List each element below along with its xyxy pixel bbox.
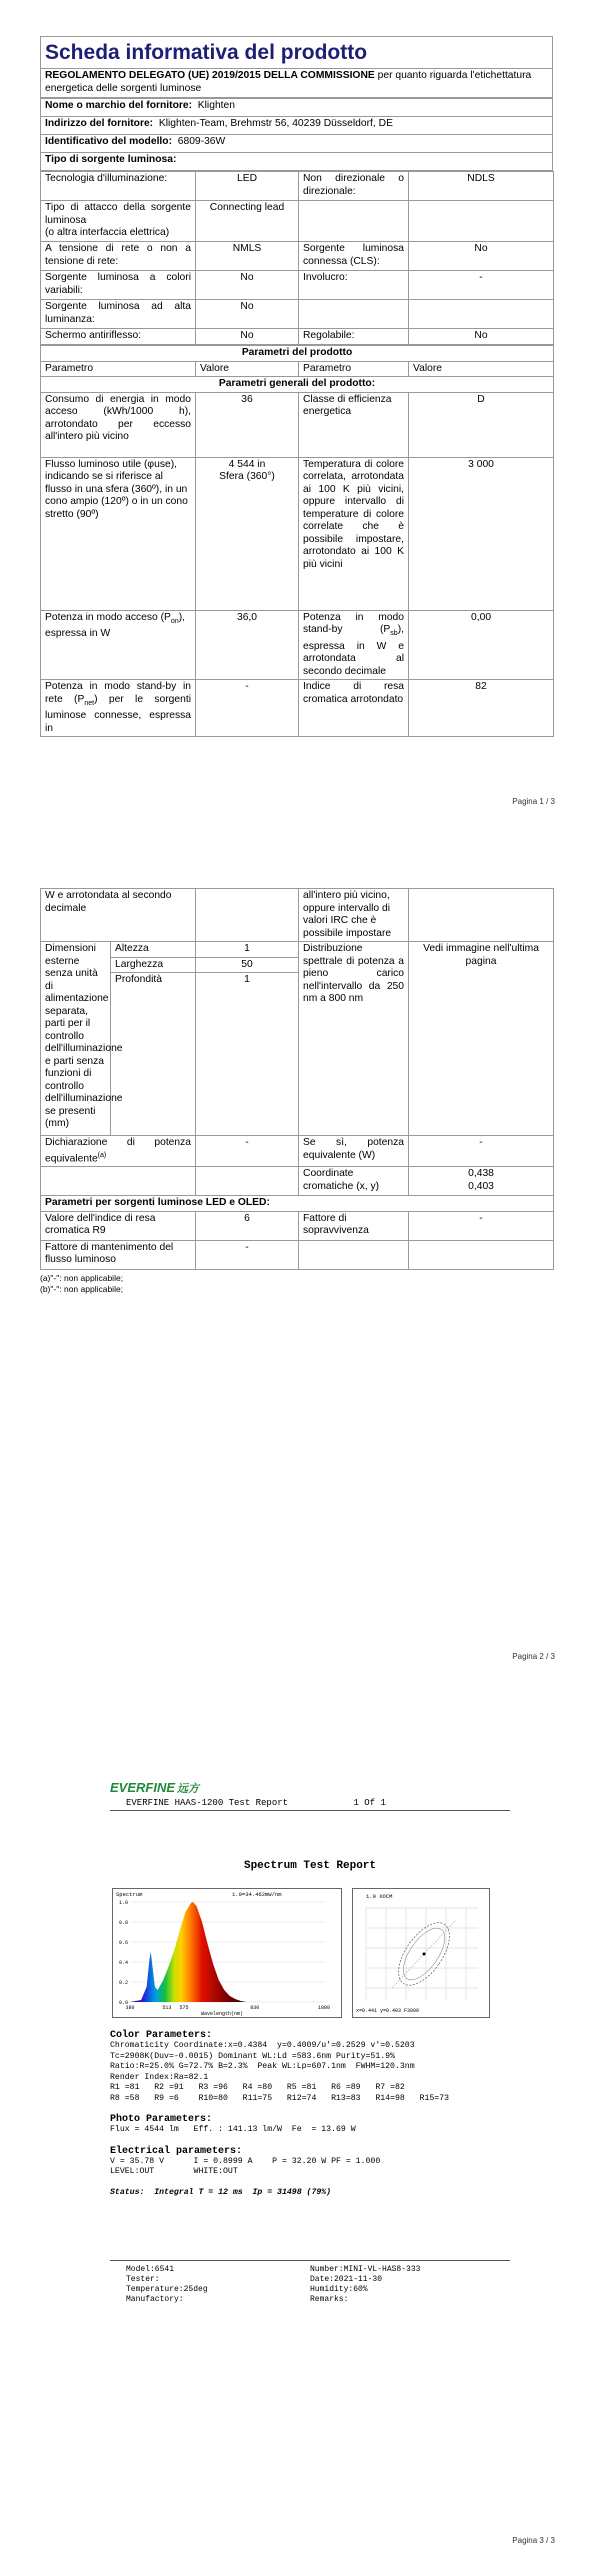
col-header: Parametro (41, 361, 196, 377)
report-title: Spectrum Test Report (243, 1860, 377, 1872)
x-tick-label: 1080 (317, 2005, 331, 2011)
page-3 (0, 1700, 603, 2560)
label-text: ), espressa in W (45, 611, 186, 640)
elec-params-title: Electrical parameters: (110, 2145, 243, 2157)
humidity-line: Humidity:60% (310, 2285, 368, 2294)
table-row (41, 392, 554, 457)
y-tick-label: 0.4 (118, 1959, 128, 1966)
supplier-name: Klighten (197, 100, 235, 111)
product-sheet (40, 36, 553, 737)
table-row (41, 889, 554, 942)
cell-value: No (409, 242, 554, 271)
cell-label: Flusso luminoso utile (φuse), indicando se si riferisce al flusso in una sfera (360º), in un cono ampio (120º) o in un cono stretto (90º) (41, 457, 196, 610)
width-value: 50 (196, 957, 299, 973)
survival-label: Fattore di sopravvivenza (299, 1211, 409, 1240)
supplier-address: Klighten-Team, Brehmstr 56, 40239 Düsseldorf, DE (158, 118, 393, 129)
survival-value: - (409, 1211, 554, 1240)
flux-value: 4 544 in (228, 458, 266, 470)
footnote-a: (a)"-": non applicabile; (40, 1272, 124, 1283)
y-tick-label: 0.6 (118, 1939, 128, 1946)
x-tick-label: 380 (125, 2005, 135, 2011)
cell-label: Sorgente luminosa connessa (CLS): (299, 242, 409, 271)
table-row (41, 346, 554, 362)
cell-value: No (196, 329, 299, 345)
manufactory-line: Manufactory: (126, 2295, 184, 2304)
color-line: Tc=2908K(Duv=-0.0015) Dominant WL:Ld =583.6nm Purity=51.9% (110, 2051, 395, 2061)
regulation-rest: per quanto riguarda l'etichettatura energetica delle sorgenti luminose (45, 70, 532, 94)
supplier-address-label: Indirizzo del fornitore: (45, 118, 154, 129)
supplier-table (40, 98, 553, 171)
everfine-logo (110, 1780, 199, 1796)
color-line: Render Index:Ra=82.1 (110, 2072, 209, 2082)
chromaticity-x: 0,438 (468, 1168, 494, 1180)
photo-line: Flux = 4544 lm Eff. : 141.13 lm/W Fe = 13.69 W (110, 2125, 356, 2134)
table-row (41, 201, 554, 242)
table-row (41, 1211, 554, 1240)
height-label: Altezza (111, 942, 196, 958)
table-row (41, 99, 553, 117)
cell-value: 82 (409, 680, 554, 737)
cell-label: Tecnologia d'illuminazione: (41, 172, 196, 201)
table-row (41, 1196, 554, 1212)
model-line: Model:6541 (126, 2265, 175, 2274)
label-sub: sb (390, 630, 398, 638)
label-text: Potenza in modo stand-by (P (303, 611, 404, 635)
col-header: Valore (196, 361, 299, 377)
chromaticity-value (409, 1167, 554, 1196)
tech-table (40, 171, 554, 345)
color-line: Chromaticity Coordinate:x=0.4384 y=0.4009/u'=0.2529 v'=0.5203 (110, 2041, 415, 2050)
maintenance-label: Fattore di mantenimento del flusso luminoso (41, 1240, 196, 1269)
table-row (41, 942, 554, 958)
equivalent-power-w-value: - (409, 1136, 554, 1167)
cell-label: Sorgente luminosa ad alta luminanza: (41, 300, 196, 329)
brand-name-cn: 远方 (177, 1783, 200, 1795)
page-number: Pagina 3 / 3 (512, 2536, 555, 2545)
number-line: Number:MINI-VL-HAS8-333 (310, 2265, 421, 2274)
y-tick-label: 1.0 (118, 1899, 128, 1906)
regulation-lead: REGOLAMENTO DELEGATO (UE) 2019/2015 DELLA COMMISSIONE (45, 70, 375, 81)
cell-label: Classe di efficienza energetica (299, 392, 409, 457)
spectrum-peak: 1.0=34.462mW/nm (232, 1891, 282, 1898)
cell-value: NMLS (196, 242, 299, 271)
cell-label: Consumo di energia in modo acceso (kWh/1000 h), arrotondato per eccesso all'intero più vicino (41, 392, 196, 457)
color-line: Ratio:R=25.0% G=72.7% B=2.3% Peak WL:Lp=607.1nm FWHM=120.3nm (110, 2062, 415, 2071)
light-source-type-label: Tipo di sorgente luminosa: (41, 153, 553, 171)
table-row (41, 680, 554, 737)
photo-params-title: Photo Parameters: (110, 2114, 213, 2125)
label-text: ), espressa in W e arrotondata al secondo decimale (303, 624, 404, 677)
equivalent-power-label (41, 1136, 196, 1167)
table-row (41, 1136, 554, 1167)
color-params-title: Color Parameters: (110, 2030, 213, 2041)
tester-line: Tester: (126, 2275, 160, 2284)
cie-caption: x=0.441 y=0.403 F3000 (356, 2008, 420, 2014)
table-row (41, 117, 553, 135)
measured-point (423, 1953, 426, 1956)
cell-value: 0,00 (409, 610, 554, 680)
supplier-name-label: Nome o marchio del fornitore: (45, 100, 193, 111)
cell-label: Sorgente luminosa a colori variabili: (41, 271, 196, 300)
brand-name: EVERFINE (110, 1780, 176, 1795)
table-row (41, 135, 553, 153)
depth-label: Profondità (111, 973, 196, 1136)
table-row (41, 610, 554, 680)
cell-value: - (409, 271, 554, 300)
width-label: Larghezza (111, 957, 196, 973)
table-row (41, 361, 554, 377)
page-number: Pagina 2 / 3 (512, 1652, 555, 1661)
params-table-continued (40, 888, 554, 1270)
report-header (110, 1798, 510, 1811)
cell-value: No (409, 329, 554, 345)
cell-value: D (409, 392, 554, 457)
cell-label: A tensione di rete o non a tensione di rete: (41, 242, 196, 271)
cell-label: Indice di resa cromatica arrotondato (299, 680, 409, 737)
table-row (41, 1167, 554, 1196)
maintenance-value: - (196, 1240, 299, 1269)
page-number: Pagina 1 / 3 (512, 797, 555, 806)
page-1 (0, 0, 603, 820)
equivalent-power-w-label: Se sì, potenza equivalente (W) (299, 1136, 409, 1167)
cell-value: No (196, 300, 299, 329)
table-row (41, 1240, 554, 1269)
label-sub: net (84, 699, 95, 707)
spectrum-label: Spectrum (116, 1891, 143, 1898)
flux-sphere: Sfera (360°) (219, 471, 275, 482)
col-header: Parametro (299, 361, 409, 377)
model-id: 6809-36W (177, 136, 226, 147)
spd-value: Vedi immagine nell'ultima pagina (409, 942, 554, 1136)
footnote-ref: (a) (97, 1151, 107, 1159)
y-tick-label: 0.8 (118, 1919, 128, 1926)
table-row (41, 300, 554, 329)
report-page-of: 1 Of 1 (353, 1798, 386, 1808)
report-body (110, 2030, 510, 2198)
led-params-header: Parametri per sorgenti luminose LED e OLED: (41, 1196, 554, 1212)
cell-label: Non direzionale o direzionale: (299, 172, 409, 201)
table-row (41, 271, 554, 300)
temperature-line: Temperature:25deg (126, 2285, 208, 2294)
cell-value: - (196, 680, 299, 737)
cell-value: 36,0 (196, 610, 299, 680)
y-tick-label: 0.2 (118, 1979, 128, 1986)
equivalent-power-value: - (196, 1136, 299, 1167)
cell-label: W e arrotondata al secondo decimale (41, 889, 196, 942)
params-header: Parametri del prodotto (41, 346, 554, 362)
label-text: Potenza in modo acceso (P (45, 611, 171, 623)
cell-label: all'intero più vicino, oppure intervallo di valori IRC che è possibile impostare (299, 889, 409, 942)
label-text: Potenza in modo stand-by in rete (P (45, 681, 191, 705)
cell-value: LED (196, 172, 299, 201)
footnote-b: (b)"-": non applicabile; (40, 1283, 124, 1294)
cell-label: Schermo antiriflesso: (41, 329, 196, 345)
cell-label (41, 201, 196, 242)
color-line: R1 =81 R2 =91 R3 =96 R4 =80 R5 =81 R6 =89 R7 =82 (110, 2083, 405, 2092)
cell-value: NDLS (409, 172, 554, 201)
table-row (41, 172, 554, 201)
table-row (41, 457, 554, 610)
cell-value (196, 457, 299, 610)
cell-label-line: Tipo di attacco della sorgente luminosa (45, 202, 191, 226)
report-header-text: EVERFINE HAAS-1200 Test Report (126, 1798, 289, 1808)
r9-label: Valore dell'indice di resa cromatica R9 (41, 1211, 196, 1240)
page-title: Scheda informativa del prodotto (40, 36, 553, 68)
spd-label: Distribuzione spettrale di potenza a pieno carico nell'intervallo da 250 nm a 800 nm (299, 942, 409, 1136)
cell-label (299, 610, 409, 680)
cie-label: 1.0 XOCM (366, 1893, 393, 1900)
date-line: Date:2021-11-30 (310, 2275, 383, 2284)
table-row (41, 377, 554, 393)
height-value: 1 (196, 942, 299, 958)
params-table (40, 345, 554, 737)
general-params-header: Parametri generali del prodotto: (41, 377, 554, 393)
chromaticity-y: 0,403 (468, 1180, 494, 1192)
cell-value: 36 (196, 392, 299, 457)
cell-value: 3 000 (409, 457, 554, 610)
x-tick-label: 830 (250, 2005, 260, 2011)
color-line: R8 =58 R9 =6 R10=80 R11=75 R12=74 R13=83 R14=98 R15=73 (110, 2093, 450, 2103)
x-tick-label: 513 (162, 2005, 172, 2011)
table-row (41, 329, 554, 345)
spectrum-chart (112, 1888, 342, 2018)
product-sheet-continued (40, 888, 553, 1295)
cie-chart (352, 1888, 490, 2018)
depth-value: 1 (196, 973, 299, 1136)
col-header: Valore (409, 361, 554, 377)
dimensions-label: Dimensioni esterne senza unità di alimentazione separata, parti per il controllo dell'illuminazione e parti senza funzioni di controllo dell'illuminazione se presenti (mm) (41, 942, 111, 1136)
r9-value: 6 (196, 1211, 299, 1240)
cell-label-line: (o altra interfaccia elettrica) (45, 227, 170, 238)
elec-line: V = 35.78 V I = 0.8999 A P = 32.20 W PF = 1.000 (110, 2156, 381, 2166)
label-text: Dichiarazione di potenza equivalente (45, 1137, 192, 1164)
label-sub: on (170, 617, 179, 625)
report-footer (110, 2260, 510, 2304)
remarks-line: Remarks: (310, 2295, 349, 2304)
table-row (41, 242, 554, 271)
label-text: ) per le sorgenti luminose connesse, espressa in (45, 693, 191, 734)
status-line: Status: Integral T = 12 ms Ip = 31498 (79%) (110, 2187, 332, 2197)
cell-label: Temperatura di colore correlata, arrotondata ai 100 K più vicini, oppure intervallo di temperature di colore correlate che è possibile impostare, arrotondato ai 100 K più vicini (299, 457, 409, 610)
elec-line: LEVEL:OUT WHITE:OUT (110, 2167, 238, 2176)
x-tick-label: 575 (179, 2005, 189, 2011)
table-row (41, 153, 553, 171)
regulation-subtitle (40, 68, 553, 98)
cell-label (41, 610, 196, 680)
page-2 (0, 880, 603, 1680)
cell-label (41, 680, 196, 737)
chromaticity-label: Coordinate cromatiche (x, y) (299, 1167, 409, 1196)
cell-value: No (196, 271, 299, 300)
cell-label: Regolabile: (299, 329, 409, 345)
model-label: Identificativo del modello: (45, 136, 173, 147)
x-axis-label: Wavelength(nm) (200, 2011, 244, 2017)
cell-label: Involucro: (299, 271, 409, 300)
y-tick-label: 0.0 (118, 1999, 128, 2006)
cell-value: Connecting lead (196, 201, 299, 242)
